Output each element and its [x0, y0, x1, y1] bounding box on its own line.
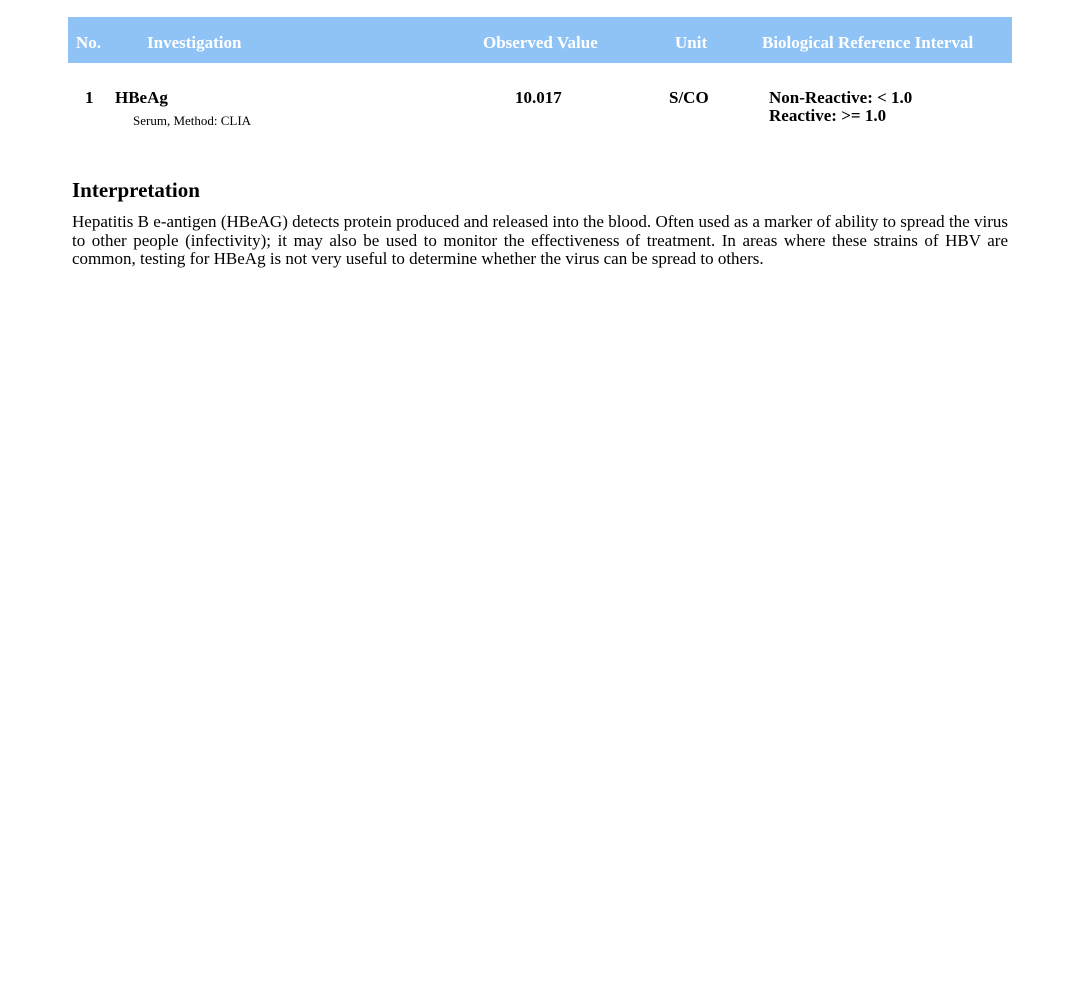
- results-table-header: [68, 17, 1012, 63]
- unit: S/CO: [669, 88, 709, 107]
- specimen-method: Serum, Method: CLIA: [133, 113, 252, 128]
- reference-interval-line: Reactive: >= 1.0: [769, 106, 887, 125]
- column-header-no: No.: [76, 33, 102, 52]
- interpretation-text: Hepatitis B e-antigen (HBeAG) detects protein produced and released into the blood. Often used as a marker of ability to spread the virus to other people (infectivity); it may also be used to monitor the effectiveness of treatment. In areas where these strains of HBV are common, testing for HBeAg is not very useful to determine whether the virus can be spread to others.: [72, 212, 1008, 268]
- investigation-name: HBeAg: [115, 88, 168, 107]
- reference-interval-line: Non-Reactive: < 1.0: [769, 88, 913, 107]
- row-number: 1: [85, 88, 94, 107]
- observed-value: 10.017: [515, 88, 562, 107]
- column-header-investigation: Investigation: [147, 33, 242, 52]
- interpretation-title: Interpretation: [72, 178, 200, 202]
- column-header-reference-interval: Biological Reference Interval: [762, 33, 974, 52]
- column-header-unit: Unit: [675, 33, 708, 52]
- column-header-observed-value: Observed Value: [483, 33, 598, 52]
- reference-interval: [769, 89, 912, 125]
